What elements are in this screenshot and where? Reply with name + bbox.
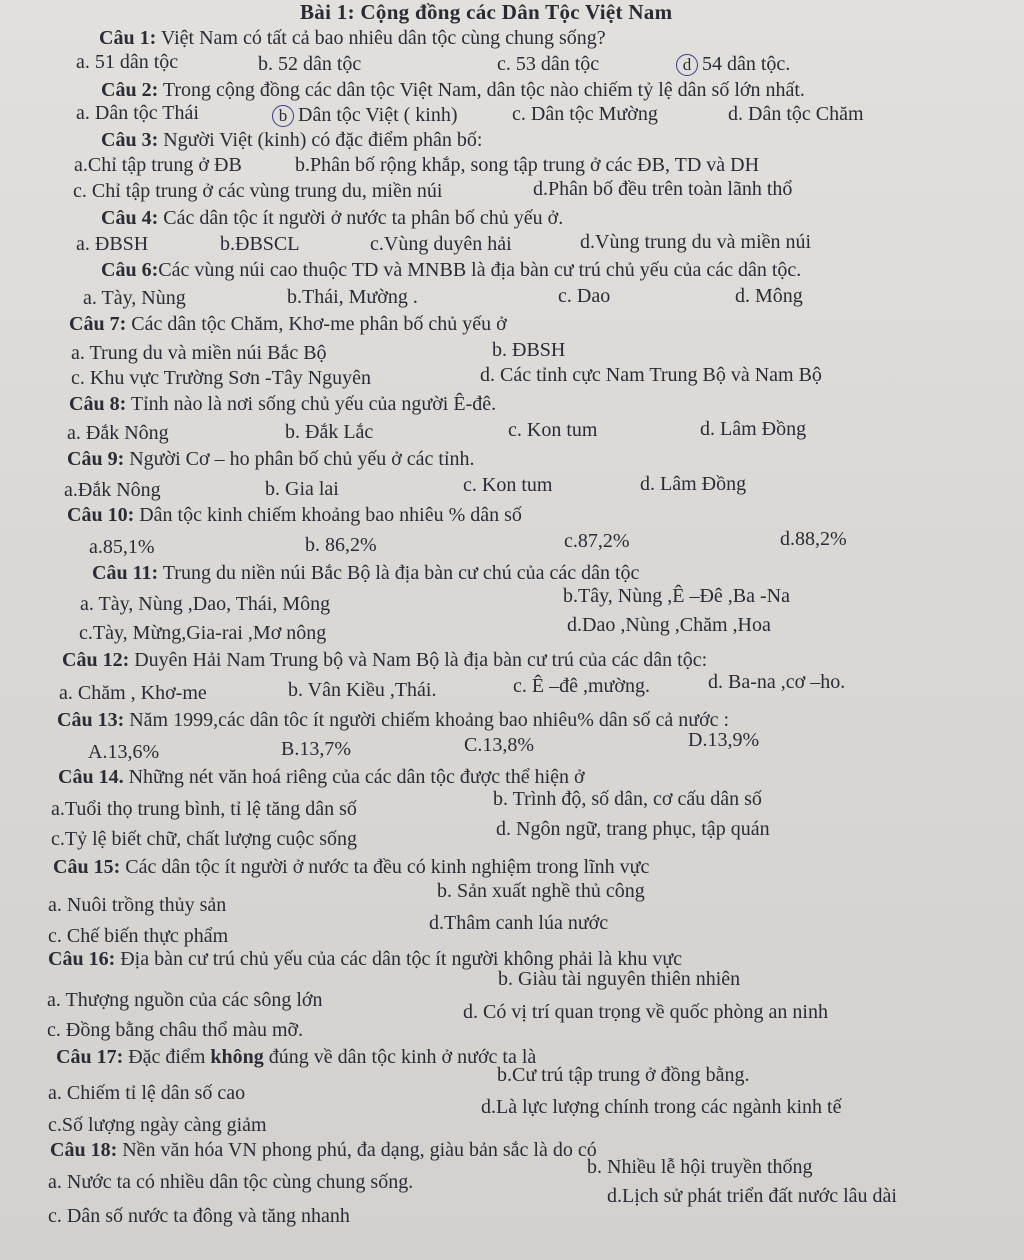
option-b: b. Đắk Lắc [285,421,374,443]
question-text: Người Cơ – ho phân bố chủ yếu ở các tỉnh. [124,448,475,470]
option-a: a. 51 dân tộc [76,51,179,73]
option-d: d. Lâm Đồng [700,418,807,440]
option-b: b.ĐBSCL [220,233,300,255]
option-d: D.13,9% [688,729,760,751]
option-b: b.Phân bố rộng khắp, song tập trung ở các ĐB, TD và DH [295,154,760,176]
question-1 [99,26,606,50]
option-d: d. Dân tộc Chăm [728,103,864,125]
option-c: c.Tày, Mừng,Gia-rai ,Mơ nông [79,622,327,644]
option-c: c. Kon tum [508,419,598,441]
question-text: Trong cộng đồng các dân tộc Việt Nam, dân tộc nào chiếm tỷ lệ dân số lớn nhất. [158,79,805,101]
option-b: b.Thái, Mường . [287,286,418,308]
option-b: b. Nhiều lễ hội truyền thống [587,1156,813,1178]
question-label: Câu 13: [57,709,125,731]
option-d: d. Mông [735,285,803,307]
option-c: c. 53 dân tộc [497,53,600,75]
option-c: c. Kon tum [463,474,553,496]
question-label: Câu 2: [101,79,159,101]
option-d: d. Có vị trí quan trọng về quốc phòng an ninh [463,1001,828,1023]
option-c: c. Dân số nước ta đông và tăng nhanh [48,1205,350,1227]
option-d: d.Lịch sử phát triển đất nước lâu dài [607,1185,897,1207]
option-b: b. Sản xuất nghề thủ công [437,880,645,902]
question-text: Các dân tộc ít người ở nước ta phân bố chủ yếu ở. [158,207,564,229]
option-d [676,52,790,76]
question-text: Các dân tộc Chăm, Khơ-me phân bố chủ yếu ở [126,313,507,335]
question-11 [92,561,639,585]
option-a: a. Chiếm tỉ lệ dân số cao [48,1082,246,1104]
question-label: Câu 14. [58,766,124,788]
question-10 [67,503,522,527]
question-text: Trung du niền núi Bắc Bộ là địa bàn cư chú của các dân tộc [158,562,640,584]
option-c: c. Ê –đê ,mường. [513,675,650,697]
question-text: Người Việt (kinh) có đặc điểm phân bố: [158,129,483,151]
question-15 [53,855,649,879]
question-text: Các dân tộc ít người ở nước ta đều có kinh nghiệm trong lĩnh vực [120,856,650,878]
question-label: Câu 1: [99,27,157,49]
option-c: c. Dao [558,285,611,307]
question-label: Câu 15: [53,856,121,878]
question-label: Câu 12: [62,649,130,671]
question-label: Câu 4: [101,207,159,229]
option-c: c. Chế biến thực phẩm [48,925,229,947]
question-6 [101,258,801,282]
option-d: d.Vùng trung du và miền núi [580,231,812,253]
option-a: a. Trung du và miền núi Bắc Bộ [71,342,327,364]
question-text: Việt Nam có tất cả bao nhiêu dân tộc cùng chung sống? [156,27,606,49]
question-text: Dân tộc kinh chiếm khoảng bao nhiêu % dân số [134,504,522,526]
option-c: C.13,8% [464,734,534,756]
question-14 [58,765,585,789]
question-label: Câu 17: [56,1046,124,1068]
question-3 [101,128,482,152]
question-text: Duyên Hải Nam Trung bộ và Nam Bộ là địa bàn cư trú của các dân tộc: [129,649,708,671]
option-a: a. Tày, Nùng ,Dao, Thái, Mông [80,593,331,615]
option-b: b. ĐBSH [492,339,566,361]
page-title: Bài 1: Cộng đồng các Dân Tộc Việt Nam [300,0,673,24]
option-d: d.Phân bố đều trên toàn lãnh thổ [533,178,793,200]
option-d: d. Ba-na ,cơ –ho. [708,671,846,693]
question-text: Địa bàn cư trú chủ yếu của các dân tộc ít người không phải là khu vực [115,948,683,970]
question-text-end: đúng về dân tộc kinh ở nước ta là [263,1046,537,1068]
question-8 [69,392,496,416]
question-9 [67,447,475,471]
option-c: c.Số lượng ngày càng giảm [48,1114,267,1136]
option-b: b. 86,2% [305,534,377,556]
question-label: Câu 10: [67,504,135,526]
question-label: Câu 3: [101,129,159,151]
option-c: c.Vùng duyên hải [370,233,512,255]
option-text: Dân tộc Việt ( kinh) [298,104,458,126]
option-d: d. Lâm Đồng [640,473,747,495]
option-c: c. Chỉ tập trung ở các vùng trung du, miền núi [73,180,443,202]
option-a: a. Thượng nguồn của các sông lớn [47,989,323,1011]
option-d: d.Là lực lượng chính trong các ngành kinh tế [481,1096,842,1118]
answer-circle-mark: d [676,54,698,76]
question-17 [56,1045,536,1069]
option-a: a.Đắk Nông [64,479,161,501]
option-c: c. Đồng bằng châu thổ màu mỡ. [47,1019,304,1041]
option-a: a.Tuổi thọ trung bình, tỉ lệ tăng dân số [51,798,357,820]
option-d: d. Các tỉnh cực Nam Trung Bộ và Nam Bộ [480,364,822,386]
option-c: c. Khu vực Trường Sơn -Tây Nguyên [71,367,372,389]
option-d: d. Ngôn ngữ, trang phục, tập quán [496,818,770,840]
option-d: d.88,2% [780,528,847,550]
option-a: a. Chăm , Khơ-me [59,682,207,704]
option-a: a. Nước ta có nhiều dân tộc cùng chung sống. [48,1171,414,1193]
option-c: c. Dân tộc Mường [512,103,658,125]
option-b: b. Gia lai [265,478,339,500]
option-a: A.13,6% [88,741,160,763]
question-text: Nền văn hóa VN phong phú, đa dạng, giàu bản sắc là do có [117,1139,597,1161]
option-b [272,103,458,127]
option-a: a. Đắk Nông [67,422,169,444]
option-a: a.85,1% [89,536,155,558]
question-4 [101,206,563,230]
question-label: Câu 6: [101,259,159,281]
question-label: Câu 11: [92,562,159,584]
option-d: d.Dao ,Nùng ,Chăm ,Hoa [567,614,771,636]
option-a: a.Chỉ tập trung ở ĐB [74,154,242,176]
question-label: Câu 9: [67,448,125,470]
option-d: d.Thâm canh lúa nước [429,912,609,934]
question-label: Câu 7: [69,313,127,335]
question-12 [62,648,707,672]
question-text: Những nét văn hoá riêng của các dân tộc được thể hiện ở [123,766,585,788]
question-text-start: Đặc điểm [123,1046,211,1068]
option-b: b.Cư trú tập trung ở đồng bằng. [497,1064,750,1086]
question-text-emphasis: không [210,1046,264,1068]
option-a: a. Nuôi trồng thủy sản [48,894,227,916]
option-b: B.13,7% [281,738,351,760]
option-b: b. 52 dân tộc [258,53,362,75]
option-c: c.87,2% [564,530,630,552]
question-label: Câu 8: [69,393,127,415]
option-a: a. Tày, Nùng [83,287,186,309]
option-b: b. Giàu tài nguyên thiên nhiên [498,968,741,990]
question-text: Năm 1999,các dân tôc ít người chiếm khoảng bao nhiêu% dân số cả nước : [124,709,730,731]
option-a: a. ĐBSH [76,233,149,255]
option-c: c.Tỷ lệ biết chữ, chất lượng cuộc sống [51,828,358,850]
option-a: a. Dân tộc Thái [76,102,199,124]
option-text: 54 dân tộc. [702,53,791,75]
question-label: Câu 16: [48,948,116,970]
option-b: b. Trình độ, số dân, cơ cấu dân số [493,788,762,810]
question-13 [57,708,729,732]
answer-circle-mark: b [272,105,294,127]
option-b: b.Tây, Nùng ,Ê –Đê ,Ba -Na [563,585,790,607]
question-text: Tỉnh nào là nơi sống chủ yếu của người Ê-đê. [126,393,497,415]
question-7 [69,312,507,336]
question-label: Câu 18: [50,1139,118,1161]
option-b: b. Vân Kiều ,Thái. [288,679,437,701]
question-18 [50,1138,597,1162]
question-text: Các vùng núi cao thuộc TD và MNBB là địa bàn cư trú chủ yếu của các dân tộc. [158,259,802,281]
question-2 [101,78,805,102]
